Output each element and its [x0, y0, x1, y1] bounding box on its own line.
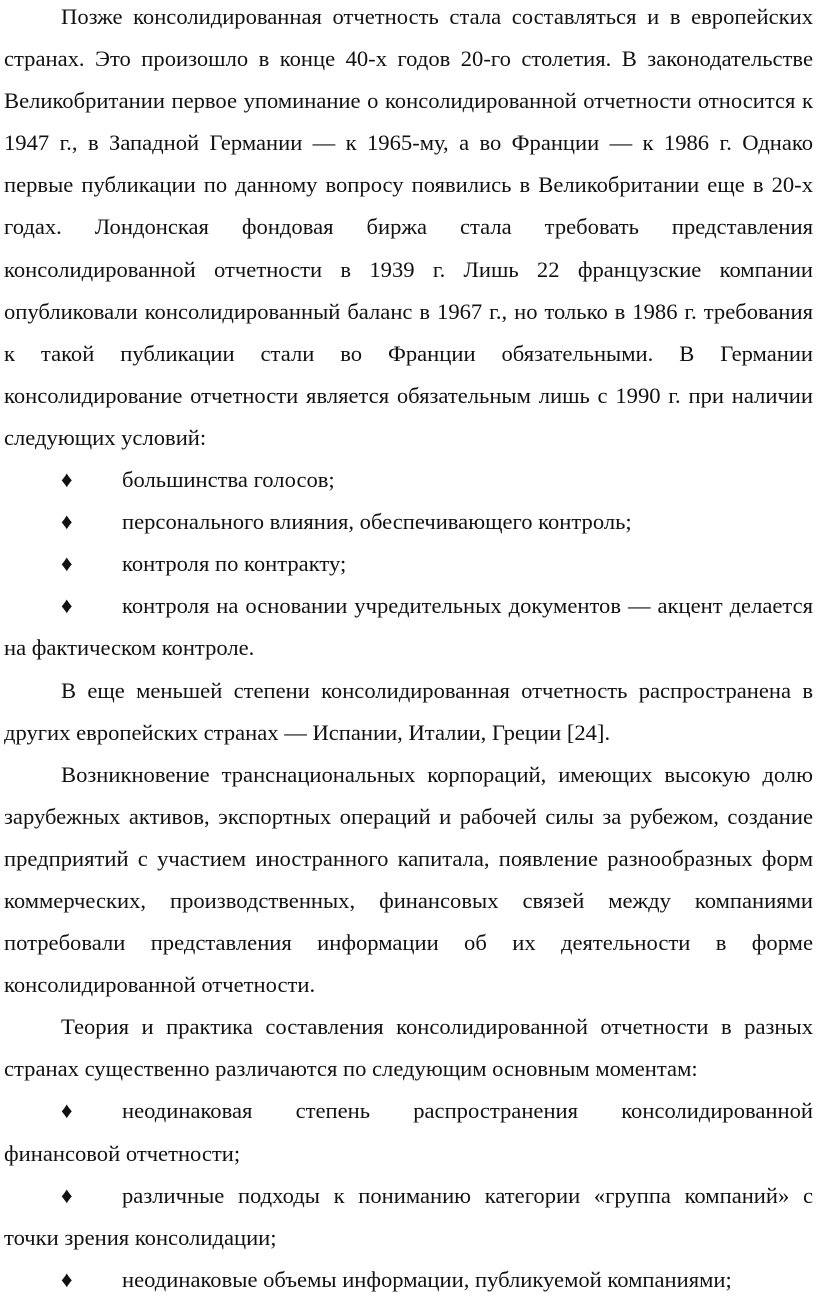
list-item — [4, 1090, 813, 1174]
document-page — [4, 0, 813, 1301]
list-item — [4, 459, 813, 501]
conditions-list — [4, 459, 813, 669]
diamond-bullet-icon: ♦ — [61, 1266, 73, 1292]
list-item-text: неодинаковые объемы информации, публикуемой компаниями; — [122, 1266, 732, 1292]
diamond-bullet-icon: ♦ — [61, 1182, 73, 1208]
list-item — [4, 501, 813, 543]
diamond-bullet-icon: ♦ — [61, 551, 73, 577]
paragraph-consolidation-history: Позже консолидированная отчетность стала составляться и в европейских странах. Это произошло в конце 40-х годов 20-го столетия. В законодательстве Великобритании первое упоминание о консолидированной отчетности относится к 1947 г., в Западной Германии — к 1965-му, а во Франции — к 1986 г. Однако первые публикации по данному вопросу появились в Великобритании еще в 20-х годах. Лондонская фондовая биржа стала требовать представления консолидированной отчетности в 1939 г. Лишь 22 французские компании опубликовали консолидированный баланс в 1967 г., но только в 1986 г. требования к такой публикации стали во Франции обязательными. В Германии консолидирование отчетности является обязательным лишь с 1990 г. при наличии следующих условий: — [4, 4, 813, 450]
list-item-text: контроля по контракту; — [122, 551, 347, 577]
paragraph-multinationals: Возникновение транснациональных корпораций, имеющих высокую долю зарубежных активов, экспортных операций и рабочей силы за рубежом, создание предприятий с участием иностранного капитала, появление разнообразных форм коммерческих, производственных, финансовых связей между компаниями потребовали представления информации об их деятельности в форме консолидированной отчетности. — [4, 761, 813, 998]
diamond-bullet-icon: ♦ — [61, 467, 73, 493]
list-item — [4, 1259, 813, 1301]
paragraph-differences-intro: Теория и практика составления консолидированной отчетности в разных странах существенно различаются по следующим основным моментам: — [4, 1014, 813, 1082]
list-item-text: различные подходы к пониманию категории «группа компаний» с точки зрения консолидации; — [4, 1182, 813, 1250]
list-item-text: неодинаковая степень распространения консолидированной финансовой отчетности; — [4, 1098, 813, 1166]
list-item — [4, 543, 813, 585]
paragraph-other-countries: В еще меньшей степени консолидированная отчетность распространена в других европейских странах — Испании, Италии, Греции [24]. — [4, 677, 813, 745]
diamond-bullet-icon: ♦ — [61, 509, 73, 535]
list-item-text: большинства голосов; — [122, 467, 335, 493]
list-item — [4, 1175, 813, 1259]
diamond-bullet-icon: ♦ — [61, 593, 73, 619]
diamond-bullet-icon: ♦ — [61, 1098, 73, 1124]
list-item — [4, 585, 813, 669]
list-item-text: контроля на основании учредительных документов — акцент делается на фактическом контроле. — [4, 593, 813, 661]
differences-list — [4, 1090, 813, 1300]
list-item-text: персонального влияния, обеспечивающего контроль; — [122, 509, 632, 535]
